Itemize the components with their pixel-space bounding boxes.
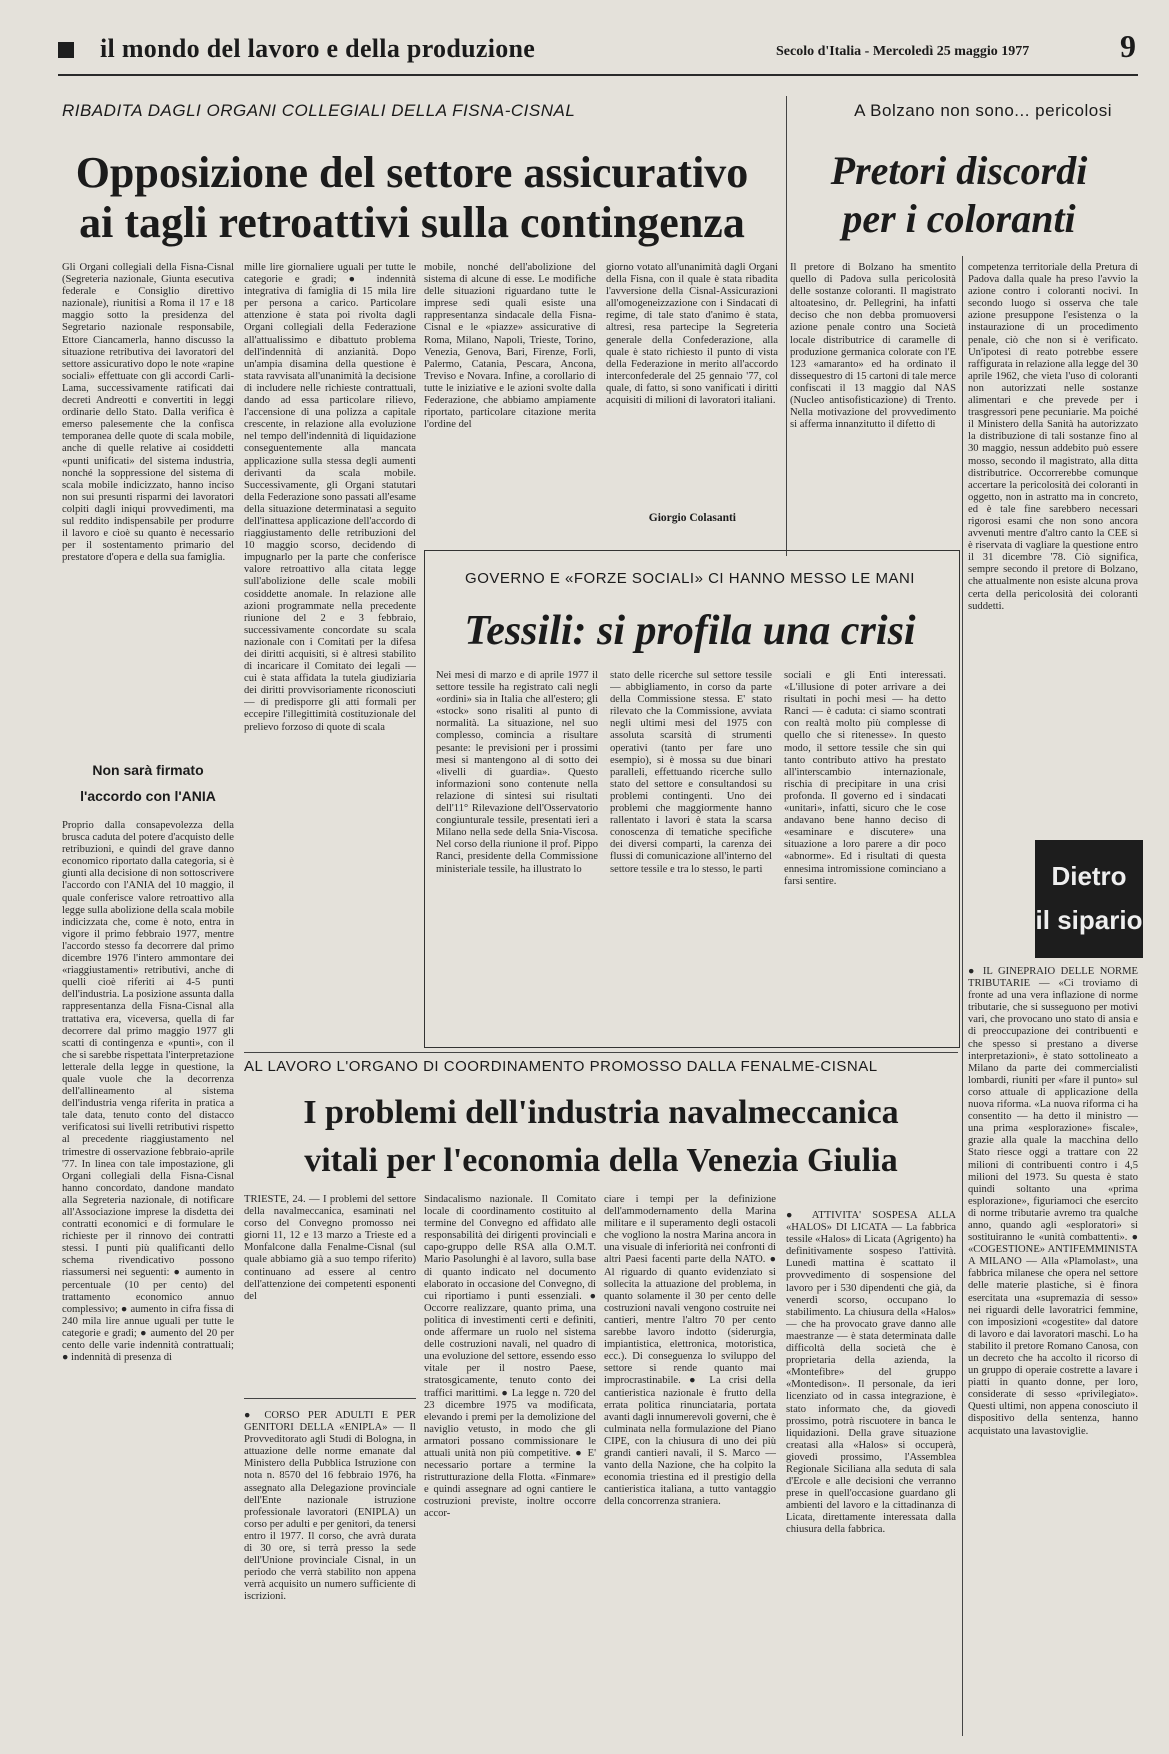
article2-kicker: A Bolzano non sono... pericolosi: [854, 101, 1112, 120]
article4-column-1: TRIESTE, 24. — I problemi del settore della navalmeccanica, esaminati nel corso del Convegno promosso nei giorni 11, 12 e 13 marzo a Trieste ed a Monfalcone dalla Fenalme-Cisnal (sul quale abbiamo già a suo tempo riferito) continuano ad essere al centro dell'attenzione dei competenti esponenti del: [244, 1194, 416, 1302]
article4-title-line2: vitali per l'economia della Venezia Giulia: [304, 1142, 898, 1179]
section-title: il mondo del lavoro e della produzione: [100, 34, 536, 63]
article4-column-2: Sindacalismo nazionale. Il Comitato locale di coordinamento costituito al termine del Convegno ed affidato alle responsabilità dei dirigenti provinciali e capo-gruppo delle RSA alla O.M.T. Mario Pasolunghi è al lavoro, sulla base di quanto indicato nel documento elaborato in occasione del Convegno, di cui riportiamo i punti essenziali. ● Occorre realizzare, quanto prima, una politica di investimenti certi e definiti, onde affermare un ruolo nel sistema delle costruzioni navali, nel quadro di una evoluzione del settore, essendo esso vitale per il nostro Paese, stratosgicamente, tenuto conto dei traffici marittimi. ● La legge n. 720 del 23 dicembre 1975 va modificata, elevando i premi per la demolizione del naviglio vetusto, in modo che gli armatori possano commissionare le attuali unità non più competitive. ● E' necessario portare a termine la ristrutturazione della Flotta. «Finmare» e quindi assegnare ad ogni cantiere le costruzioni previste, inoltre occorre accor-: [424, 1194, 596, 1520]
article2-column-1: Il pretore di Bolzano ha smentito quello di Padova sulla pericolosità delle sostanze coloranti. Il magistrato altoatesino, dr. Pellegrini, ha infatti deciso che non debba promuoversi azione penale contro una Società locale distributrice di caramelle di produzione germanica colorate con l'E 123 «amaranto» ed ha ordinato il dissequestro di 15 cartoni di tale merce confiscati il 13 maggio dal NAS (Nucleo antisofisticazione) di Trento. Nella motivazione del provvedimento si afferma innanzitutto il difetto di: [790, 262, 956, 431]
article1-column-4: giorno votato all'unanimità dagli Organi della Fisna, con il quale è stata ribadita l'avversione della Cisnal-Assicurazioni all'omogeneizzazione con i Sindacati di regime, di tale stato d'animo è stata, altresì, resa partecipe la Segreteria generale della Confederazione, alla quale è stato richiesto il punto di vista della Federazione in merito all'accordo interconfederale del 25 gennaio '77, col quale, di fatto, si sono vanificati i diritti acquisiti di milioni di lavoratori italiani.: [606, 262, 778, 407]
article1-column-1: Gli Organi collegiali della Fisna-Cisnal (Segreteria nazionale, Giunta esecutiva federale e Consiglio direttivo nazionale), riunitisi a Roma il 17 e 18 maggio sotto la presidenza del Segretario nazionale responsabile, Ettore Ciancamerla, hanno discusso la situazione retributiva dei lavoratori del settore assicurativo dopo le note «rapine sociali» effettuate con gli accordi Carli-Lama, successivamente ratificati dai decreti Andreotti e convertiti in leggi ordinarie dello Stato. Dalla verifica è emerso palesemente che la confisca temporanea delle quote di scala mobile, anche di quelle relative ai cosiddetti «punti unificati» del sistema industria, nonché la soppressione del sistema di scala mobile indicizzato, hanno inciso non sui presunti risparmi dei lavoratori colpiti dagli iniqui provvedimenti, ma sul reddito indispensabile per produrre il lavoro e cioè su quanto è necessario per il sostentamento primario del prestatore d'opera e della sua famiglia.: [62, 262, 234, 564]
article1-column-1b: Proprio dalla consapevolezza della brusca caduta del potere d'acquisto delle retribuzioni, e quindi del grave danno economico riportato dalla categoria, si è giunti alla decisione di non sottoscrivere l'accordo con l'ANIA del 10 maggio, il quale conferisce valore retroattivo alla legge sulla abolizione della scala mobile indicizzata che, come è noto, entra in vigore il primo febbraio 1977, mentre l'accordo stesso fa decorrere dal primo dicembre 1976 l'intero ammontare dei «riaggiustamenti» retributivi, anche di quelli cioè riferiti ai 4-5 punti dell'industria. La posizione assunta dalla rappresentanza della Fisna-Cisnal alla trattativa era, viceversa, quella di far decorrere dal primo maggio 1977 gli scatti di contingenza e «punti», con il che si sarebbe rispettata l'interpretazione letterale della legge in questione, la quale vuole che la decorrenza dell'allineamento al sistema dell'industria venga riferita in pratica a tale data, tenuto conto del distacco verificatosi sui livelli retributivi rispetto al precedente riaggiustamento nel trimestre di osservazione febbraio-aprile '77. In linea con tale impostazione, gli Organi collegiali della Fisna-Cisnal hanno concordato, dandone mandato alla Segreteria nazionale, di notificare all'Associazione imprese la disdetta dei contratti economici e di formulare le richieste per il rinnovo dei contratti stessi. I punti più qualificanti dello schema rivendicativo possono riassumersi nei seguenti: ● aumento in percentuale (10 per cento) del trattamento economico annuo complessivo; ● aumento in cifra fissa di 240 mila lire annue uguali per tutte le categorie e gradi; ● aumento del 20 per cento delle varie indennità contrattuali; ● indennità di presenza di: [62, 820, 234, 1364]
article3-column-2: stato delle ricerche sul settore tessile — abbigliamento, in corso da parte della Commissione stessa. E' stato rilevato che la Commissione, avviata negli ultimi mesi del 1975 con assoluta scarsità di strumenti operativi (tanto per fare uno esempio), si è mossa su due binari paralleli, effettuando ricerche sullo stato del settore e consultandosi su problemi contingenti. Uno dei problemi che maggiormente hanno rallentato i lavori è stata la scarsa conoscenza di tematiche specifiche dei diversi comparti, la carenza dei flussi di comunicazione all'interno del settore tessile e tra lo stesso, le parti: [610, 670, 772, 875]
article2-byline: Giorgio Colasanti: [648, 512, 736, 524]
article3-kicker: GOVERNO E «FORZE SOCIALI» CI HANNO MESSO LE MANI: [465, 570, 915, 587]
article1-column-3: mobile, nonché dell'abolizione del sistema di alcune di esse. Le modifiche delle situazioni riguardano tutte le imprese sedi quali esiste una rappresentanza sindacale della Fisna-Cisnal e le «piazze» assicurative di Roma, Milano, Napoli, Trieste, Torino, Venezia, Genova, Bari, Firenze, Forlì, Palermo, Catania, Pescara, Ancona, Treviso e Novara. Infine, a corollario di tutte le iniziative e le azioni svolte dalla Federazione, che abbiamo ampiamente riportato, particolare citazione merita l'ordine del: [424, 262, 596, 431]
box-rule: [244, 1398, 416, 1399]
article5-column: ● ATTIVITA' SOSPESA ALLA «HALOS» DI LICATA — La fabbrica tessile «Halos» di Licata (Agrigento) ha definitivamente sospeso l'attività. Lunedì mattina è scattato il provvedimento di sospensione del lavoro per i 530 dipendenti che già, da venerdì scorso, occupano lo stabilimento. La chiusura della «Halos» — che ha provocato grave danno alle maestranze — è stata determinata dalle difficoltà della società che è proprietaria della azienda, la «Montefibre» del gruppo «Montedison». Il personale, da ieri licenziato od in cassa integrazione, è stato informato che, da giovedì prossimo, potrà riscuotere in banca le liquidazioni. Della grave situazione creatasi alla «Halos» si occuperà, giovedì prossimo, l'Assemblea Regionale Siciliana alla seduta di sala d'Ercole e alle decisioni che verranno prese in quell'occasione guardano gli ambienti del lavoro e la cittadinanza di Licata, direttamente interessata dalla chiusura della fabbrica.: [786, 1210, 956, 1536]
sidebar-box-line2: il sipario: [1035, 905, 1143, 935]
article1-title-line2: ai tagli retroattivi sulla contingenza: [79, 198, 745, 247]
article4-corso-box: ● CORSO PER ADULTI E PER GENITORI DELLA «ENIPLA» — Il Provveditorato agli Studi di Bologna, in attuazione delle norme emanate dal Ministero della Pubblica Istruzione con nota n. 8570 del 16 febbraio 1976, ha assegnato alla Delegazione provinciale dell'Ente nazionale istruzione professionale lavoratori (ENIPLA) un corso per adulti e per genitori, da tenersi entro il 1977. Il corso, che avrà durata di 30 ore, si terrà presso la sede dell'Unione provinciale Cisnal, in un periodo che verrà stabilito non appena verrà acquisito un numero sufficiente di iscrizioni.: [244, 1410, 416, 1603]
article3-column-1: Nei mesi di marzo e di aprile 1977 il settore tessile ha registrato cali negli «ordini» sia in Italia che all'estero; gli «stock» sono risaliti al punto di normalità. La situazione, nel suo complesso, comincia a risultare pesante: le previsioni per i prossimi mesi si mantengono al di sotto dei «livelli di guardia». Questo informazioni sono contenute nella relazione di sintesi sui risultati dell'11° Rilevazione dell'Osservatorio congiunturale tessile, presentati ieri a Milano nella sede della Snia-Viscosa. Nel corso della riunione il prof. Pippo Ranci, presidente della Commissione ministeriale tessile, ha illustrato lo: [436, 670, 598, 875]
issue-date: Secolo d'Italia - Mercoledì 25 maggio 1977: [776, 44, 1030, 59]
article3-title: Tessili: si profila una crisi: [464, 608, 916, 654]
section-rule: [244, 1052, 958, 1053]
article3-column-3: sociali e gli Enti interessati. «L'illusione di poter arrivare a dei risultati in pochi mesi — ha detto Ranci — è caduta: ci siamo scontrati con realtà molto più complesse di quello che si ritenesse». In questo modo, il settore tessile che sin qui tanto contributo attivo ha prestato all'interscambio internazionale, rischia di precipitare in una crisi profonda. Il governo ed i sindacati «unitari», infatti, sicuro che le cose andavano bene hanno deciso di «esaminare e discutere» una situazione a loro parere a dir poco «abnorme». Ed i risultati di questa ennesima intromissione cominciano a farsi sentire.: [784, 670, 946, 887]
page-header: [58, 28, 1138, 76]
article4-kicker: AL LAVORO L'ORGANO DI COORDINAMENTO PROMOSSO DALLA FENALME-CISNAL: [244, 1058, 878, 1075]
dietro-il-sipario-box: [1035, 840, 1143, 958]
sidebar-column: ● IL GINEPRAIO DELLE NORME TRIBUTARIE — «Ci troviamo di fronte ad una vera inflazione di norme tributarie, che si susseguono per motivi vari, che provocano uno stato di ansia e di preoccupazione dei contribuenti e che spesso si prestano a diverse interpretazioni», è stato sottolineato a Milano da parte dei commercialisti lombardi, riuniti per «fare il punto» sul corso attuale di applicazione della nuova riforma. «La nuova riforma ci ha consentito — ha detto il ministro — una prima «esplorazione» fiscale», grazie alla quale la macchina dello Stato riesce oggi a trattare con 22 milioni di contribuenti contro i 4,5 milioni del 1973. Su questa è stato quindi soltanto una «prima esplorazione», figuriamoci che esercito di norme tributarie avremo tra qualche anno, quando agli «esploratori» si sostituiranno le «unità combattenti». ● «COGESTIONE» ANTIFEMMINISTA A MILANO — Alla «Plamolast», una fabbrica milanese che opera nel settore delle materie plastiche, si è finora esercitata una «supremazia di sesso» nei riguardi delle lavoratrici femmine, con imposizioni «cogestite» dal datore di lavoro e dai lavoratori maschi. Lo ha stabilito il pretore Romano Canosa, con un decreto che ha accolto il ricorso di un gruppo di operaie costrette a lavare i piatti in quanto donne, per loro, considerate di sesso «privilegiato». Questi ultimi, non appena conosciuto il dispositivo della sentenza, hanno acquistato una lavastoviglie.: [968, 966, 1138, 1437]
article4-title-line1: I problemi dell'industria navalmeccanica: [303, 1094, 899, 1131]
article2-column-2: competenza territoriale della Pretura di Padova dalla quale ha preso l'avvio la azione contro i coloranti nocivi. In secondo luogo si osserva che tale azione presuppone l'esistenza o la instaurazione di un procedimento penale, ciò che non si è verificato. Un'ipotesi di reato potrebbe essere raffigurata in relazione alla legge del 30 aprile 1962, che vieta l'uso di coloranti non autorizzati nelle sostanze alimentari e che prevede per i trasgressori pene pecuniarie. Ma poiché il Ministero della Sanità ha autorizzato la distribuzione di tali sostanze fino al 30 maggio, nessun addebito può essere mosso, secondo il magistrato, alla ditta distributrice. Occorrerebbe comunque accertare la pericolosità dei coloranti in oggetto, non in astratto ma in concreto, ed è tale fine sarebbero necessari rigorosi esami che non sono ancora avvenuti mentre d'altro canto la CEE si è riservata di vagliare la questione entro il 31 dicembre '78. Ciò significa, sempre secondo il pretore di Bolzano, che attualmente non esiste alcuna prova certa della pericolosità dei coloranti suddetti.: [968, 262, 1138, 612]
column-rule: [962, 256, 963, 1736]
section-marker-icon: [58, 42, 74, 58]
column-rule: [786, 96, 787, 556]
article1-title-line1: Opposizione del settore assicurativo: [75, 148, 749, 197]
sidebar-box-line1: Dietro: [1051, 861, 1127, 891]
article4-column-3: ciare i tempi per la definizione dell'ammodernamento della Marina militare e il superamento degli ostacoli che vogliono la nostra Marina ancora in una visuale di inferiorità nei confronti di altri Paesi facenti parte della NATO. ● Al riguardo di quanto evidenziato si sollecita la attuazione del problema, in quanto solamente il 30 per cento delle costruzioni navali vengono costruite nei cantieri, mentre l'altro 70 per cento sarebbe lavoro indotto (siderurgia, impiantistica, elettronica, motoristica, ecc.). Di conseguenza lo sviluppo del settore si rende quanto mai improcrastinabile. ● La crisi della cantieristica nazionale è frutto della errata politica rinunciataria, portata avanti dagli innumerevoli governi, che è culminata nella formulazione del Piano CIPE, con la chiusura di uno dei più grandi cantieri navali, il S. Marco — vanto della Nazione, che ha colpito la economia triestina ed il prestigio della cantieristica italiana, a tutto vantaggio della concorrenza straniera.: [604, 1194, 776, 1508]
article1-subhead-line2: l'accordo con l'ANIA: [80, 788, 216, 804]
article1-kicker: RIBADITA DAGLI ORGANI COLLEGIALI DELLA FISNA-CISNAL: [62, 101, 576, 120]
article1-column-2: mille lire giornaliere uguali per tutte le categorie e gradi; ● indennità integrativa di famiglia di 15 mila lire per persona a carico. Particolare attenzione è stata poi rivolta dagli Organi collegiali della Federazione all'attualissimo e dibattuto problema dell'indennità di anzianità. Dopo un'ampia disamina della questione è stata ravvisata all'unanimità la decisione di includere nelle richieste contrattuali, dando ad essa particolare rilievo, l'accensione di una polizza a capitale crescente, in relazione alla evoluzione nel tempo dell'indennità di liquidazione conseguentemente alla mancata applicazione sulla stessa degli aumenti derivanti da scala mobile. Successivamente, gli Organi statutari della Federazione sono passati all'esame della situazione determinatasi a seguito dell'inattesa applicazione dell'accordo di riaggiustamento delle retribuzioni del 10 maggio scorso, decidendo di impugnarlo per la parte che conferisce valore retroattivo alla citata legge sull'abolizione delle scale mobili cosiddette anomale. In relazione alle azioni programmate nella precedente riunione del 2 e 3 febbraio, successivamente concordate su scala nazionale con i Comitati per la difesa dei diritti acquisiti, si è altresì stabilito di incaricare il Comitato dei legali — cui è stata affidata la tutela giudiziaria dei diritti provvisoriamente riconosciuti — di predisporre gli atti formali per eccepire l'illegittimità costituzionale del prelievo forzoso di quote di scala: [244, 262, 416, 733]
page-number: 9: [1120, 28, 1136, 64]
article2-title-line1: Pretori discordi: [830, 148, 1088, 193]
article1-subhead-line1: Non sarà firmato: [92, 762, 204, 778]
article2-title-line2: per i coloranti: [842, 196, 1076, 241]
